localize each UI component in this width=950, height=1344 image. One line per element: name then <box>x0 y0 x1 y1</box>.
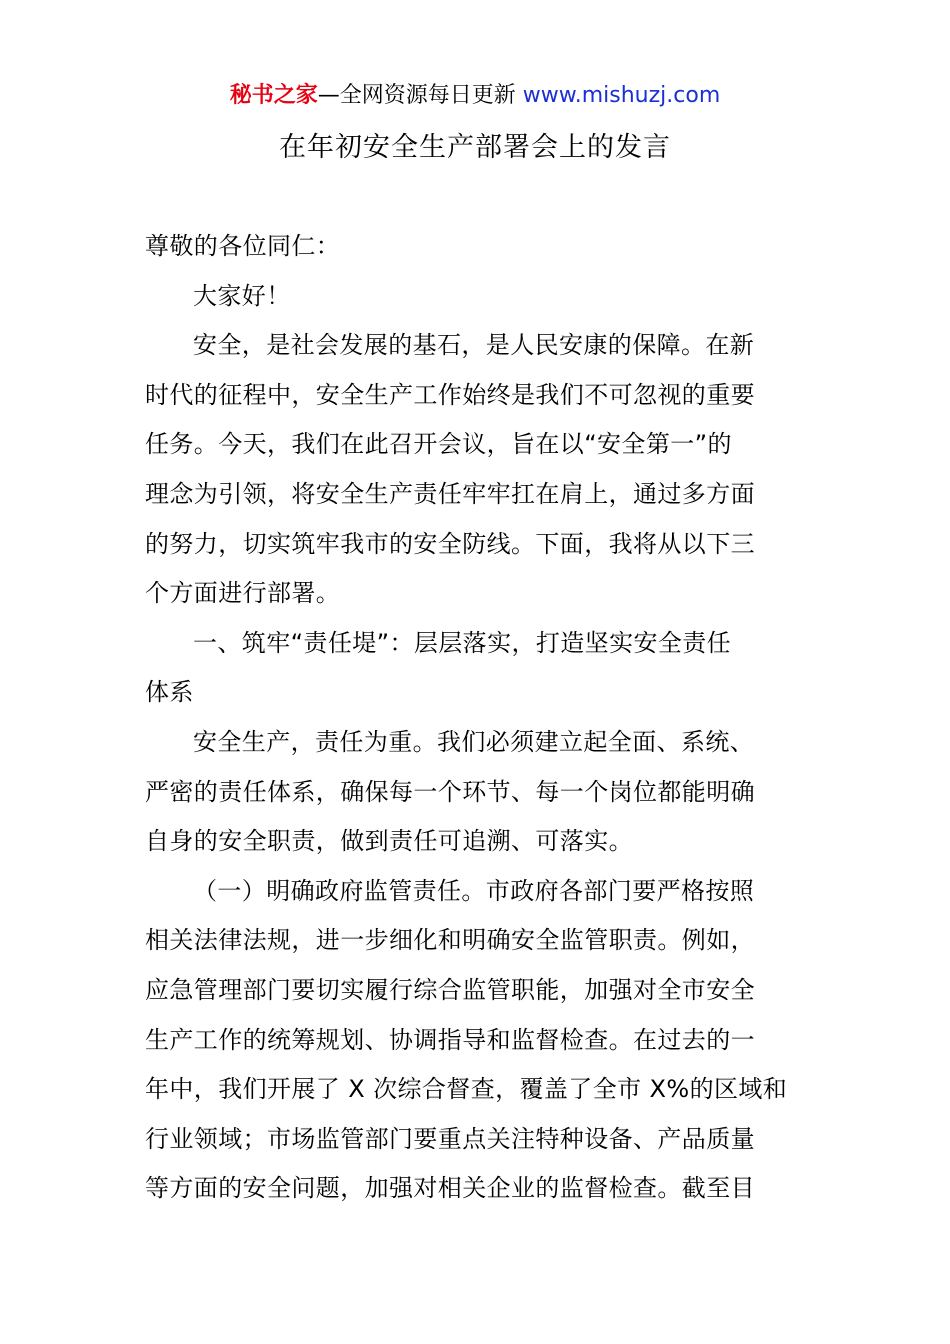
body-line: 体系 <box>145 678 194 707</box>
body-line: 时代的征程中，安全生产工作始终是我们不可忽视的重要 <box>145 380 755 409</box>
body-line: 安全生产，责任为重。我们必须建立起全面、系统、 <box>193 727 755 756</box>
body-line: 的努力，切实筑牢我市的安全防线。下面，我将从以下三 <box>145 529 755 558</box>
site-url-link[interactable]: www.mishuzj.com <box>522 83 721 108</box>
body-line: 生产工作的统筹规划、协调指导和监督检查。在过去的一 <box>145 1025 755 1054</box>
body-line: 个方面进行部署。 <box>145 579 341 608</box>
body-line: 应急管理部门要切实履行综合监管职能，加强对全市安全 <box>145 975 755 1004</box>
body-line: 自身的安全职责，做到责任可追溯、可落实。 <box>145 827 633 856</box>
body-line: 大家好！ <box>193 281 291 310</box>
body-line: 尊敬的各位同仁： <box>145 232 341 260</box>
body-line: 一、筑牢“责任堤”：层层落实，打造坚实安全责任 <box>193 628 732 657</box>
body-line: 行业领域；市场监管部门要重点关注特种设备、产品质量 <box>145 1124 755 1153</box>
body-line: 年中，我们开展了 X 次综合督查，覆盖了全市 X%的区域和 <box>145 1075 788 1104</box>
body-line: 严密的责任体系，确保每一个环节、每一个岗位都能明确 <box>145 777 755 806</box>
body-line: 理念为引领，将安全生产责任牢牢扛在肩上，通过多方面 <box>145 479 755 508</box>
body-line: 任务。今天，我们在此召开会议，旨在以“安全第一”的 <box>145 430 732 459</box>
site-tagline: —全网资源每日更新 <box>317 83 516 108</box>
site-header <box>0 80 950 112</box>
body-line: （一）明确政府监管责任。市政府各部门要严格按照 <box>193 876 755 905</box>
site-name: 秘书之家 <box>229 83 318 108</box>
document-title: 在年初安全生产部署会上的发言 <box>279 132 671 163</box>
document-body <box>145 222 810 1214</box>
body-line: 相关法律法规，进一步细化和明确安全监管职责。例如， <box>145 926 755 955</box>
body-line: 安全，是社会发展的基石，是人民安康的保障。在新 <box>193 331 755 360</box>
body-line: 等方面的安全问题，加强对相关企业的监督检查。截至目 <box>145 1174 755 1203</box>
